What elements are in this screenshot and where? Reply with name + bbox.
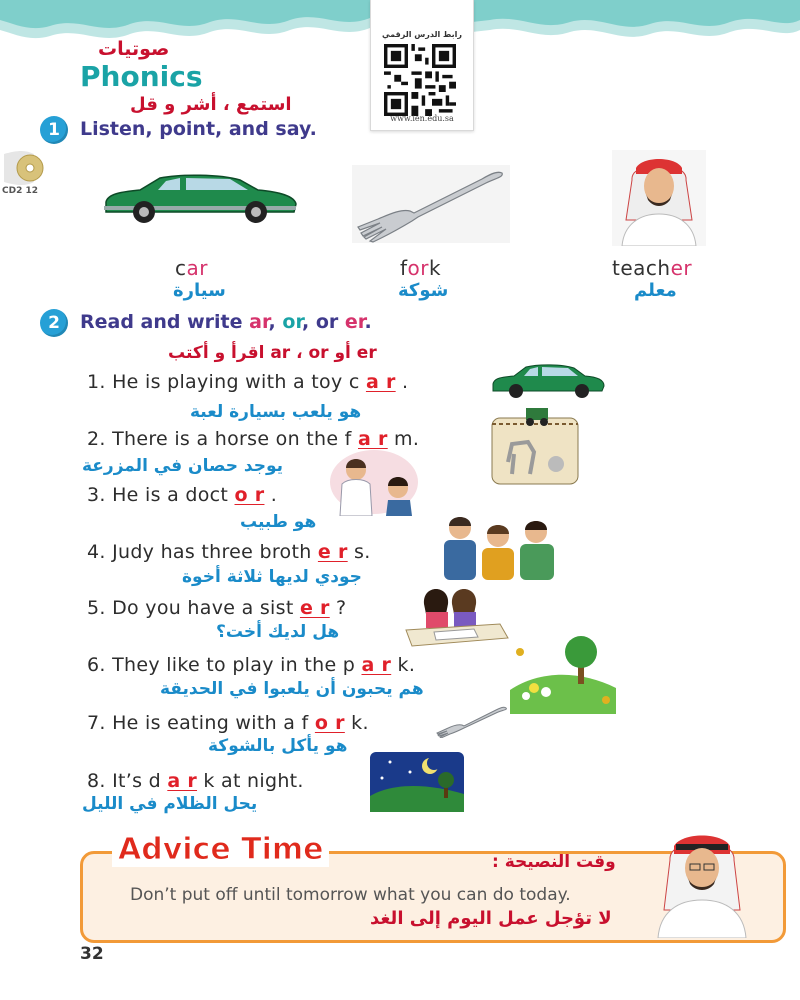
sentence-2-arabic: يوجد حصان في المزرعة [82, 456, 283, 476]
section1-instruction-arabic: استمع ، أشر و قل [130, 94, 292, 115]
word-car-arabic: سيارة [173, 280, 226, 301]
sentence-3: 3. He is a doct o r . [87, 484, 278, 506]
sentence-2: 2. There is a horse on the f a r m. [87, 428, 420, 450]
toy-car-image [490, 360, 606, 400]
small-fork-image [436, 704, 510, 738]
word-teacher: teacher [612, 256, 693, 280]
answer-5[interactable]: e r [299, 597, 330, 619]
advice-text-arabic: لا تؤجل عمل اليوم إلى الغد [370, 908, 612, 929]
section2-instruction: Read and write ar, or, or er. [80, 311, 372, 333]
doctor-image [326, 448, 418, 516]
teacher-advice-image [648, 826, 756, 938]
answer-6[interactable]: a r [361, 654, 392, 676]
sentence-7-arabic: هو يأكل بالشوكة [208, 736, 348, 756]
sentence-8: 8. It’s d a r k at night. [87, 770, 304, 792]
qr-code-panel[interactable] [370, 0, 474, 131]
sentence-6-arabic: هم يحبون أن يلعبوا في الحديقة [160, 679, 424, 699]
cd-audio-icon[interactable] [4, 150, 44, 186]
section2-instruction-arabic: اقرأ و أكتب ar ، or أو er [168, 343, 377, 363]
answer-7[interactable]: o r [314, 712, 345, 734]
answer-8[interactable]: a r [167, 770, 198, 792]
answer-1[interactable]: a r [365, 371, 396, 393]
fork-image [352, 165, 510, 243]
sisters-image [404, 584, 510, 648]
sentence-3-arabic: هو طبيب [240, 512, 317, 532]
word-fork-arabic: شوكة [398, 280, 449, 301]
answer-3[interactable]: o r [234, 484, 265, 506]
sentence-5-arabic: هل لديك أخت؟ [216, 622, 340, 642]
page-title: Phonics [80, 60, 203, 93]
cd-track-label: CD2 12 [2, 186, 38, 196]
sentence-4: 4. Judy has three broth e r s. [87, 541, 371, 563]
section2-number: 2 [40, 309, 68, 337]
qr-url: www.ien.edu.sa [390, 114, 454, 123]
title-arabic: صوتيات [98, 38, 170, 60]
brothers-image [440, 510, 558, 580]
advice-label-arabic: وقت النصيحة : [492, 852, 616, 872]
word-fork: fork [400, 256, 442, 280]
teacher-image [612, 150, 706, 246]
park-image [510, 630, 616, 714]
sentence-4-arabic: جودي لديها ثلاثة أخوة [182, 567, 362, 587]
qr-caption: رابط الدرس الرقمي [382, 30, 462, 39]
sentence-8-arabic: يحل الظلام في الليل [82, 794, 258, 814]
word-teacher-arabic: معلم [634, 280, 677, 301]
qr-code-icon[interactable] [384, 44, 456, 116]
section1-number: 1 [40, 116, 68, 144]
sentence-1-arabic: هو يلعب بسيارة لعبة [190, 402, 362, 422]
farm-image [490, 404, 580, 486]
sentence-1: 1. He is playing with a toy c a r . [87, 371, 409, 393]
word-car: car [175, 256, 208, 280]
sentence-5: 5. Do you have a sist e r ? [87, 597, 347, 619]
night-image [370, 752, 464, 812]
answer-4[interactable]: e r [317, 541, 348, 563]
sentence-6: 6. They like to play in the p a r k. [87, 654, 416, 676]
advice-text: Don’t put off until tomorrow what you can do today. [130, 885, 571, 905]
page-number: 32 [80, 944, 104, 964]
answer-2[interactable]: a r [358, 428, 388, 450]
car-image [100, 168, 300, 228]
advice-title: Advice Time [112, 832, 329, 867]
sentence-7: 7. He is eating with a f o r k. [87, 712, 369, 734]
section1-instruction: Listen, point, and say. [80, 118, 317, 140]
